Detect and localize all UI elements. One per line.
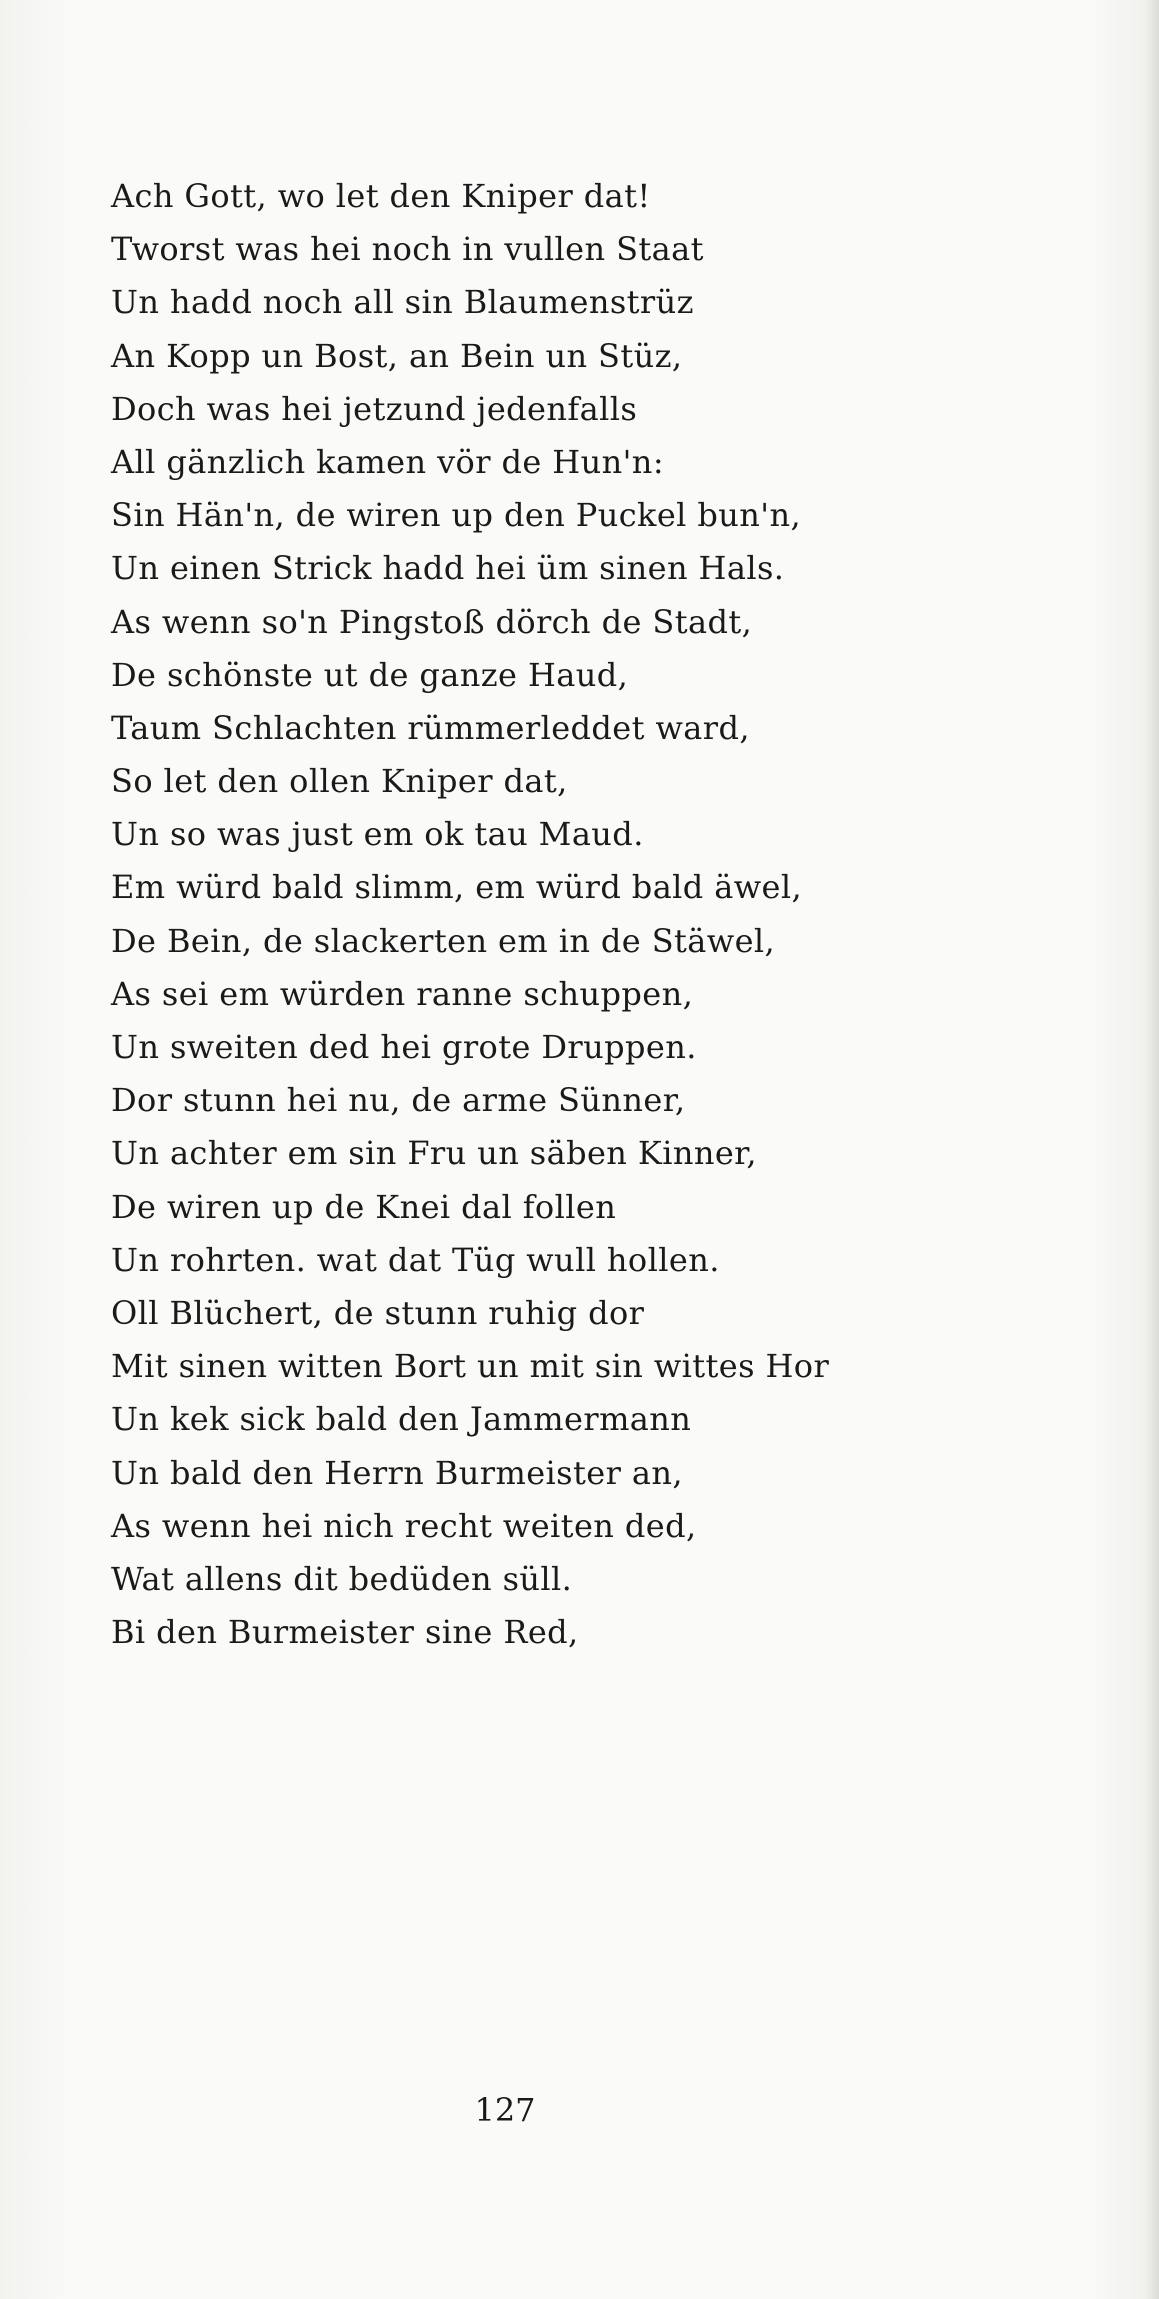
poem-line: Ach Gott, wo let den Kniper dat!: [111, 177, 651, 215]
poem-line: De schönste ut de ganze Haud,: [111, 655, 629, 694]
poem-line: Un rohrten. wat dat Tüg wull hollen.: [111, 1240, 720, 1279]
poem-line: Em würd bald slimm, em würd bald äwel,: [111, 868, 803, 907]
poem-line: De Bein, de slackerten em in de Stäwel,: [111, 921, 776, 960]
poem-text: [111, 170, 1071, 1659]
poem-line: Un sweiten ded hei grote Druppen.: [111, 1028, 697, 1066]
poem-line: Un einen Strick hadd hei üm sinen Hals.: [111, 549, 785, 588]
poem-line: Dor stunn hei nu, de arme Sünner,: [111, 1081, 686, 1120]
poem-line: Mit sinen witten Bort un mit sin wittes Hor: [111, 1347, 830, 1386]
poem-line: Un so was just em ok tau Maud.: [111, 815, 644, 854]
poem-line: Un achter em sin Fru un säben Kinner,: [111, 1134, 757, 1173]
poem-line: Un hadd noch all sin Blaumenstrüz: [111, 283, 694, 322]
poem-line: All gänzlich kamen vör de Hun'n:: [111, 442, 665, 481]
poem-line: Bi den Burmeister sine Red,: [111, 1613, 579, 1652]
poem-line: As wenn hei nich recht weiten ded,: [111, 1506, 697, 1545]
poem-line: Doch was hei jetzund jedenfalls: [111, 389, 638, 428]
poem-line: De wiren up de Knei dal follen: [111, 1187, 617, 1226]
poem-line: Un bald den Herrn Burmeister an,: [111, 1453, 683, 1492]
poem-line: As wenn so'n Pingstoß dörch de Stadt,: [111, 602, 753, 641]
page-edge-shadow: [1145, 0, 1159, 2299]
poem-line: Wat allens dit bedüden süll.: [111, 1559, 573, 1598]
poem-line: Taum Schlachten rümmerleddet ward,: [111, 708, 750, 747]
poem-line: An Kopp un Bost, an Bein un Stüz,: [111, 336, 683, 375]
poem-line: So let den ollen Kniper dat,: [111, 762, 568, 801]
poem-line: Sin Hän'n, de wiren up den Puckel bun'n,: [111, 496, 802, 535]
poem-line: As sei em würden ranne schuppen,: [111, 974, 694, 1013]
poem-line: Tworst was hei noch in vullen Staat: [111, 230, 704, 269]
poem-line: Un kek sick bald den Jammermann: [111, 1400, 692, 1439]
page-number: 127: [474, 2091, 536, 2129]
poem-line: Oll Blüchert, de stunn ruhig dor: [111, 1293, 645, 1332]
